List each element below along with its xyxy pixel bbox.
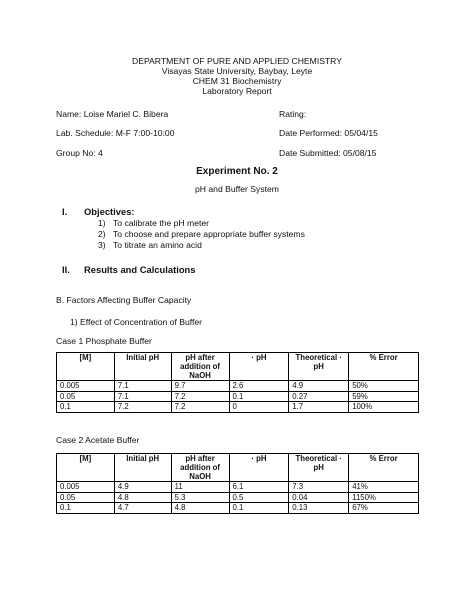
table-cell: 2.6 — [229, 381, 289, 392]
case2-title: Case 2 Acetate Buffer — [56, 435, 140, 445]
column-header: [M] — [57, 353, 115, 381]
table-cell: 7.2 — [114, 402, 171, 413]
table-cell: 5.3 — [171, 492, 229, 503]
table-cell: 0.005 — [57, 381, 115, 392]
table-cell: 41% — [349, 482, 419, 493]
lab-schedule: Lab. Schedule: M-F 7:00-10:00 — [56, 128, 175, 138]
objective-item: To titrate an amino acid — [113, 240, 202, 250]
table-cell: 4.8 — [171, 503, 229, 514]
table-header-row — [57, 353, 419, 381]
column-header: Initial pH — [114, 353, 171, 381]
table-cell: 59% — [349, 391, 419, 402]
table-row — [57, 482, 419, 493]
table-row — [57, 402, 419, 413]
table-cell: 7.1 — [114, 391, 171, 402]
column-header: % Error — [349, 353, 419, 381]
objective-number: 3) — [98, 240, 106, 250]
experiment-subtitle: pH and Buffer System — [195, 184, 279, 194]
course-line: CHEM 31 Biochemistry — [192, 76, 282, 86]
table-row — [57, 391, 419, 402]
table-cell: 0.1 — [229, 391, 289, 402]
table-cell: 7.2 — [171, 402, 229, 413]
column-header: Theoretical · pH — [289, 454, 349, 482]
date-performed: Date Performed: 05/04/15 — [279, 128, 378, 138]
table-cell: 1.7 — [289, 402, 349, 413]
column-header: [M] — [57, 454, 115, 482]
experiment-title: Experiment No. 2 — [196, 166, 278, 177]
table-cell: 4.9 — [289, 381, 349, 392]
table-cell: 7.3 — [289, 482, 349, 493]
table-cell: 0.1 — [57, 503, 115, 514]
table-cell: 4.9 — [114, 482, 171, 493]
table-cell: 6.1 — [229, 482, 289, 493]
report-type-line: Laboratory Report — [202, 86, 272, 96]
column-header: pH after addition of NaOH — [171, 454, 229, 482]
table-row — [57, 381, 419, 392]
column-header: · pH — [229, 454, 289, 482]
results-heading: Results and Calculations — [84, 264, 196, 275]
objective-item: To choose and prepare appropriate buffer systems — [113, 229, 305, 239]
table-cell: 0.5 — [229, 492, 289, 503]
table-cell: 0.1 — [229, 503, 289, 514]
table-cell: 0.13 — [289, 503, 349, 514]
rating-label: Rating: — [279, 109, 307, 119]
table-cell: 0.04 — [289, 492, 349, 503]
table-cell: 11 — [171, 482, 229, 493]
table-cell: 4.7 — [114, 503, 171, 514]
table-cell: 4.8 — [114, 492, 171, 503]
table-cell: 67% — [349, 503, 419, 514]
table-cell: 100% — [349, 402, 419, 413]
table-cell: 0.05 — [57, 492, 115, 503]
results-numeral: II. — [62, 264, 70, 275]
objective-number: 2) — [98, 229, 106, 239]
group-number: Group No: 4 — [56, 148, 103, 158]
objectives-heading: Objectives: — [84, 206, 135, 217]
table-header-row — [57, 454, 419, 482]
phosphate-buffer-table — [56, 352, 419, 413]
table-cell: 50% — [349, 381, 419, 392]
table-cell: 7.1 — [114, 381, 171, 392]
table-cell: 9.7 — [171, 381, 229, 392]
sub-item-heading: 1) Effect of Concentration of Buffer — [70, 317, 203, 327]
table-cell: 0 — [229, 402, 289, 413]
objective-number: 1) — [98, 218, 106, 228]
university-line: Visayas State University, Baybay, Leyte — [161, 66, 313, 76]
column-header: Theoretical · pH — [289, 353, 349, 381]
table-cell: 0.005 — [57, 482, 115, 493]
table-cell: 1150% — [349, 492, 419, 503]
table-cell: 0.05 — [57, 391, 115, 402]
table-row — [57, 503, 419, 514]
table-cell: 0.1 — [57, 402, 115, 413]
column-header: Initial pH — [114, 454, 171, 482]
column-header: · pH — [229, 353, 289, 381]
objective-item: To calibrate the pH meter — [113, 218, 210, 228]
objectives-numeral: I. — [62, 206, 68, 217]
date-submitted: Date Submitted: 05/08/15 — [279, 148, 377, 158]
case1-title: Case 1 Phosphate Buffer — [56, 336, 152, 346]
student-name: Name: Loise Mariel C. Bibera — [56, 109, 169, 119]
table-row — [57, 492, 419, 503]
column-header: pH after addition of NaOH — [171, 353, 229, 381]
department-line: DEPARTMENT OF PURE AND APPLIED CHEMISTRY — [132, 56, 342, 66]
table-cell: 7.2 — [171, 391, 229, 402]
column-header: % Error — [349, 454, 419, 482]
table-cell: 0.27 — [289, 391, 349, 402]
acetate-buffer-table — [56, 453, 419, 514]
subsection-heading: B. Factors Affecting Buffer Capacity — [56, 295, 192, 305]
